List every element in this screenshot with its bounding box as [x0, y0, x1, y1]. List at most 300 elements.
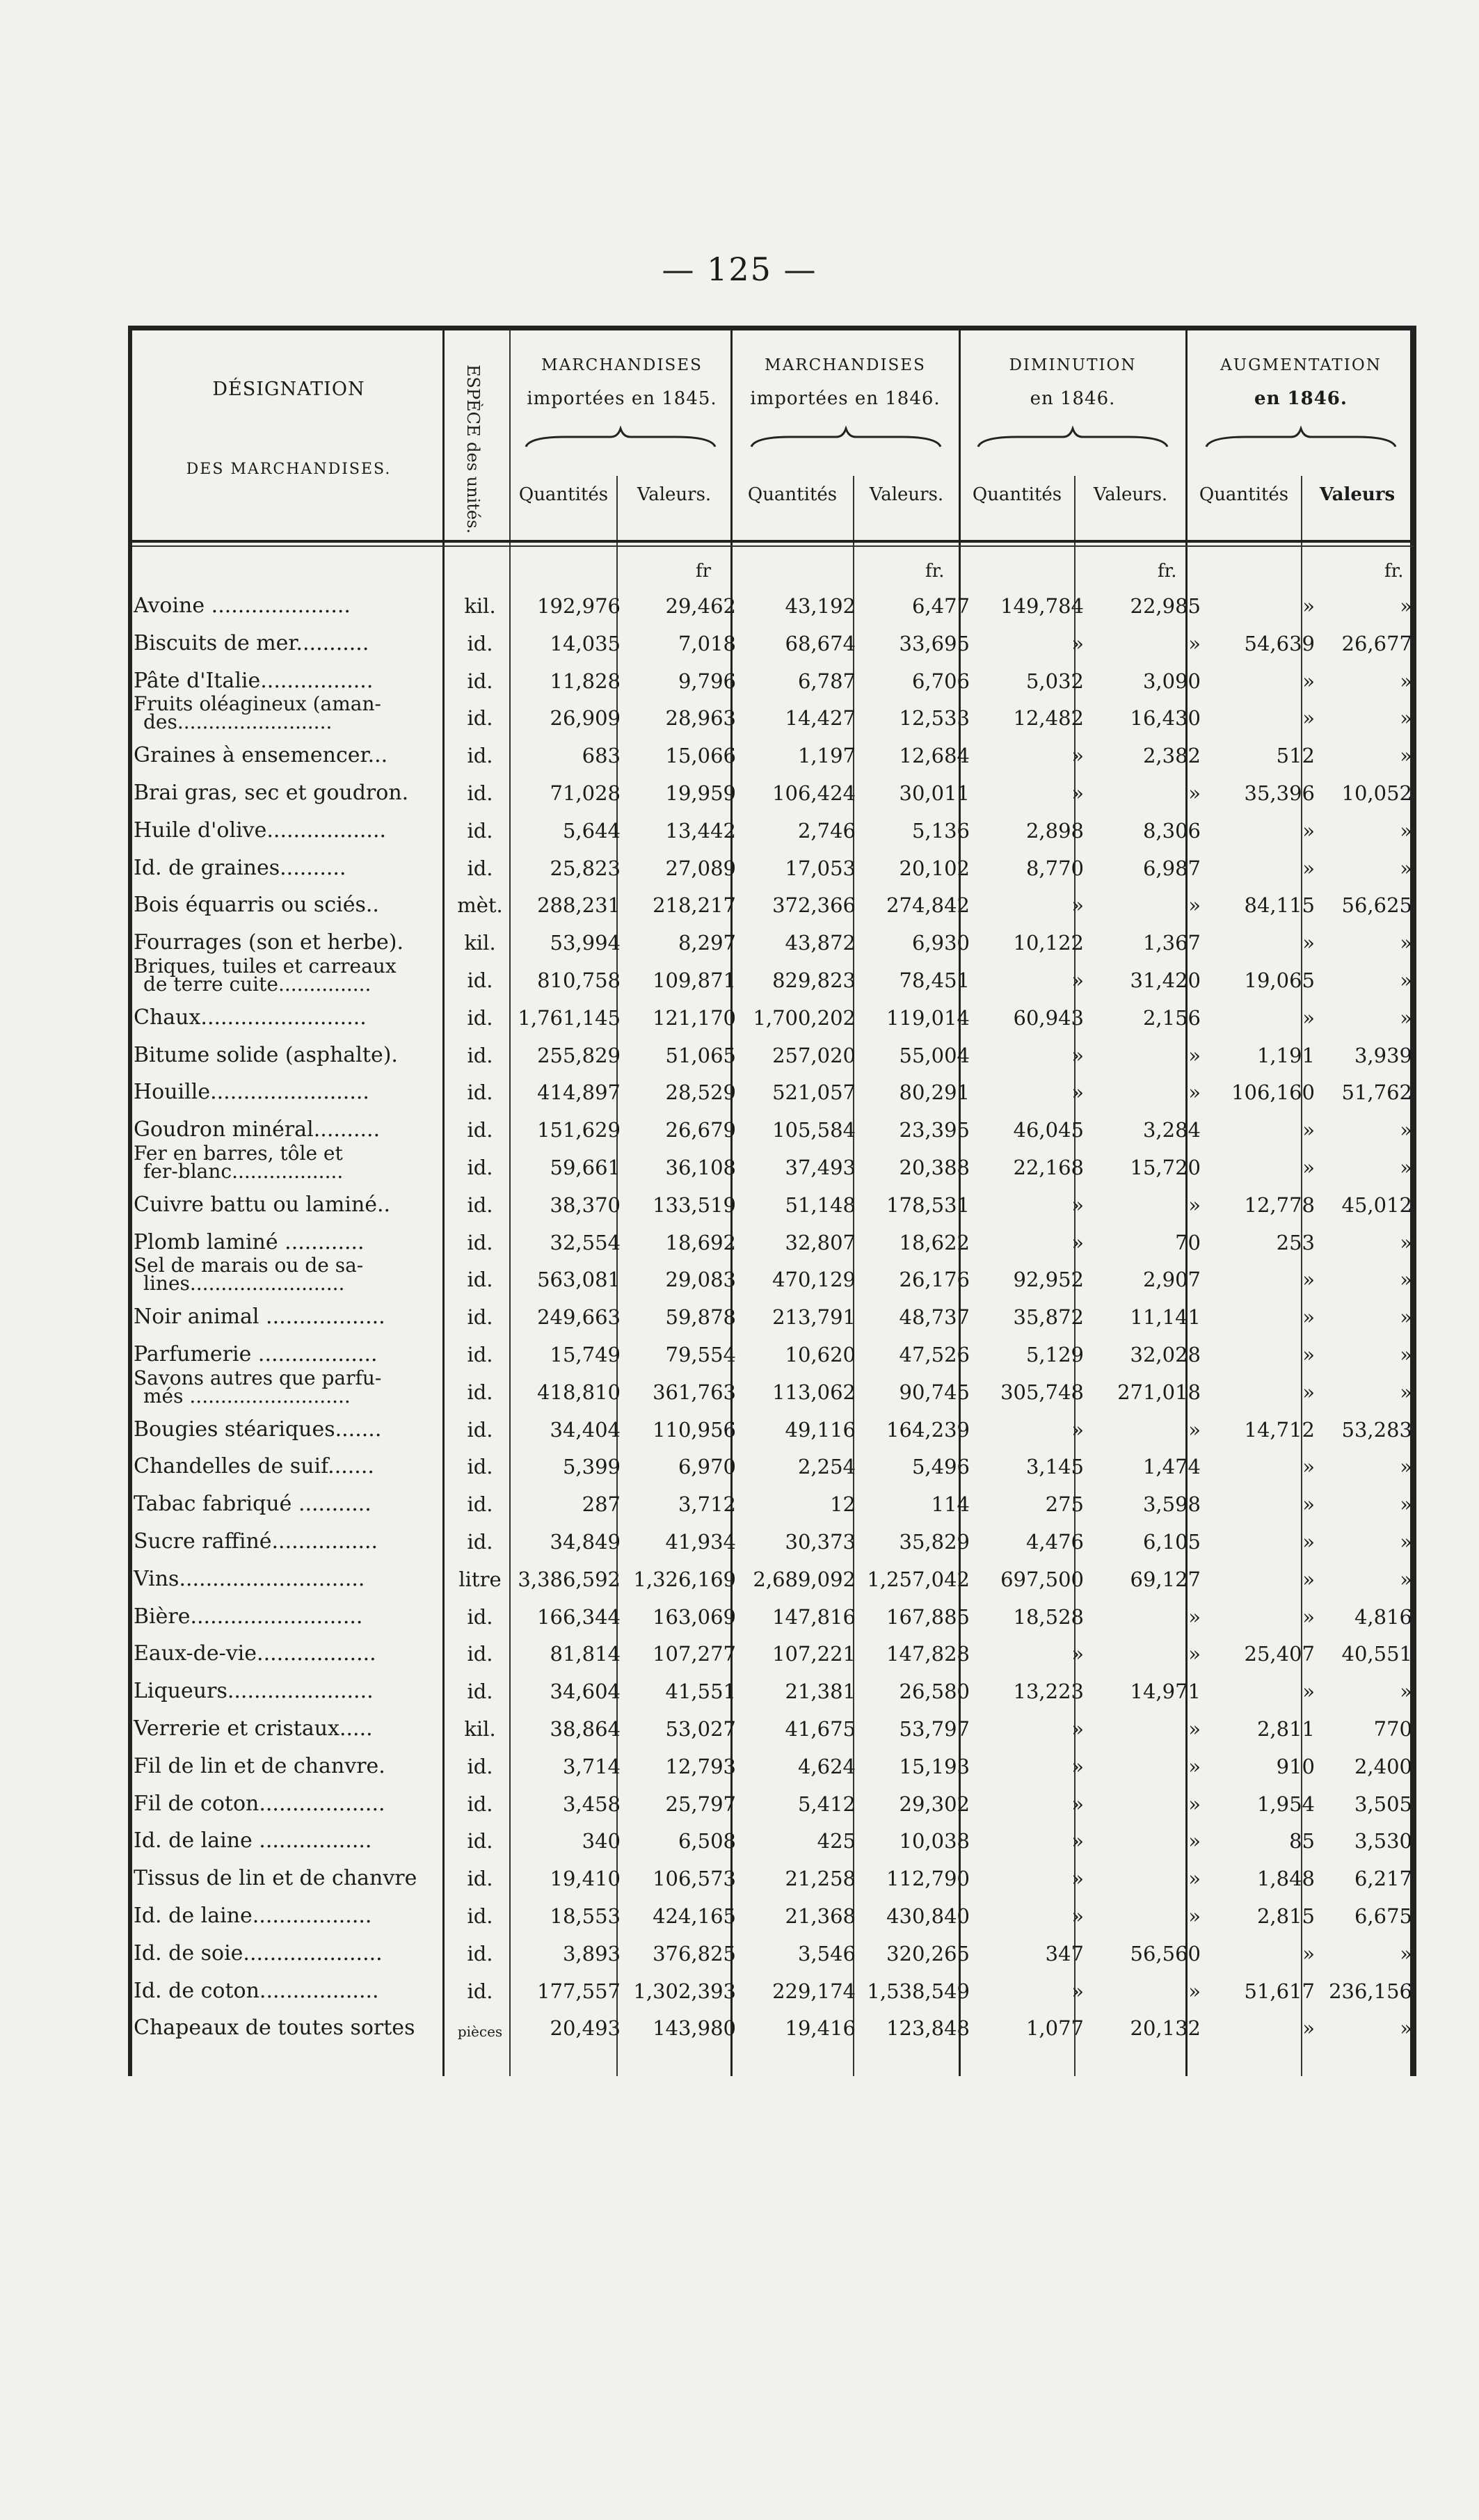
row-value: 6,508 — [678, 1829, 736, 1853]
designation-header: DÉSIGNATION — [212, 378, 365, 400]
row-unit: id. — [467, 1829, 493, 1853]
row-value: 35,872 — [1013, 1305, 1084, 1330]
row-value: 81,814 — [550, 1642, 621, 1666]
row-value: 425 — [817, 1829, 856, 1853]
row-value: 12,793 — [665, 1754, 736, 1778]
row-value: 12 — [830, 1492, 856, 1517]
row-value: 29,302 — [899, 1792, 970, 1816]
row-value: 12,684 — [899, 744, 970, 768]
row-value: 274,842 — [886, 893, 970, 918]
row-value: 15,749 — [550, 1343, 621, 1366]
row-value: 288,231 — [537, 893, 621, 918]
row-value: » — [1400, 594, 1412, 618]
table-row — [134, 1481, 1412, 1519]
row-unit: id. — [467, 1680, 493, 1704]
row-value: » — [1188, 1904, 1201, 1928]
designation-line: de terre cuite............... — [143, 973, 371, 996]
row-value: » — [1188, 1604, 1201, 1629]
row-value: 59,661 — [550, 1156, 621, 1179]
currency-mark: fr. — [925, 561, 945, 582]
table-row — [134, 692, 1412, 734]
row-value: 249,663 — [537, 1305, 621, 1330]
row-value: » — [1302, 1492, 1315, 1517]
row-value: 218,217 — [653, 893, 736, 918]
row-value: » — [1302, 1567, 1315, 1591]
row-value: 51,762 — [1341, 1080, 1412, 1105]
row-value: 177,557 — [537, 1979, 621, 2003]
row-value: 192,976 — [537, 594, 621, 618]
row-unit: litre — [458, 1567, 502, 1591]
row-value: 3,386,592 — [518, 1567, 621, 1591]
row-value: » — [1071, 781, 1084, 805]
row-value: 27,089 — [665, 856, 736, 880]
row-value: 275 — [1045, 1492, 1084, 1517]
row-value: » — [1188, 1867, 1201, 1891]
row-value: 2,746 — [797, 818, 856, 843]
row-unit: id. — [467, 631, 493, 655]
row-value: 34,849 — [550, 1530, 621, 1554]
table-row — [134, 1556, 1412, 1594]
row-value: » — [1302, 1380, 1315, 1404]
row-value: 6,987 — [1142, 856, 1201, 880]
row-value: 3,714 — [562, 1754, 621, 1778]
row-value: 43,192 — [785, 594, 856, 618]
row-value: 34,604 — [550, 1680, 621, 1704]
row-value: 26,580 — [899, 1680, 970, 1704]
row-value: 51,617 — [1244, 1979, 1315, 2003]
row-value: » — [1302, 1305, 1315, 1330]
col-valeurs-1845: Valeurs. — [637, 484, 712, 505]
row-value: 810,758 — [537, 968, 621, 992]
row-designation: Eaux-de-vie.................. — [134, 1641, 376, 1666]
row-value: 119,014 — [886, 1005, 970, 1030]
designation-line: des......................... — [143, 710, 333, 734]
row-value: » — [1188, 1642, 1201, 1666]
row-value: 1,474 — [1142, 1455, 1201, 1479]
row-value: 34,404 — [550, 1417, 621, 1442]
table-row — [134, 2005, 1412, 2043]
row-designation — [134, 692, 445, 734]
col-quantites-augmentation: Quantités — [1199, 484, 1289, 505]
row-designation: Noir animal .................. — [134, 1305, 385, 1330]
row-value: 107,221 — [772, 1642, 856, 1666]
table-row — [134, 1631, 1412, 1668]
row-value: 1,538,549 — [867, 1979, 970, 2003]
row-value: » — [1302, 669, 1315, 693]
row-value: 2,156 — [1142, 1005, 1201, 1030]
row-value: 151,629 — [537, 1118, 621, 1142]
brace-1846 — [749, 426, 943, 449]
row-value: 213,791 — [772, 1305, 856, 1330]
row-value: 5,412 — [797, 1792, 856, 1816]
table-row — [134, 1668, 1412, 1706]
table-row — [134, 1781, 1412, 1819]
row-value: » — [1400, 1005, 1412, 1030]
row-value: 21,381 — [785, 1680, 856, 1704]
row-designation: Cuivre battu ou laminé.. — [134, 1192, 391, 1217]
row-designation: Houille........................ — [134, 1080, 369, 1105]
row-value: 3,939 — [1354, 1043, 1412, 1067]
table-row — [134, 920, 1412, 957]
row-value: 21,258 — [785, 1867, 856, 1891]
row-designation: Brai gras, sec et goudron. — [134, 781, 409, 805]
row-unit: id. — [467, 1792, 493, 1816]
row-value: 53,797 — [899, 1717, 970, 1741]
row-value: 26,679 — [665, 1118, 736, 1142]
row-value: 53,027 — [665, 1717, 736, 1741]
row-value: 166,344 — [537, 1604, 621, 1629]
row-value: 5,129 — [1025, 1343, 1084, 1366]
designation-line: Savons autres que parfu- — [134, 1366, 382, 1389]
row-designation: Sucre raffiné................ — [134, 1529, 378, 1554]
row-value: 26,677 — [1341, 631, 1412, 655]
row-value: 13,442 — [665, 818, 736, 843]
row-value: 12,533 — [899, 706, 970, 731]
row-value: 236,156 — [1329, 1979, 1412, 2003]
brace-1845 — [523, 426, 718, 449]
row-value: » — [1400, 1492, 1412, 1517]
designation-line: fer-blanc.................. — [143, 1160, 344, 1183]
row-value: 38,370 — [550, 1193, 621, 1217]
row-value: 347 — [1045, 1941, 1084, 1965]
row-value: 414,897 — [537, 1080, 621, 1105]
header-rule — [132, 540, 1414, 543]
row-unit: kil. — [464, 931, 496, 955]
table-row — [134, 1332, 1412, 1369]
row-value: 6,217 — [1354, 1867, 1412, 1891]
row-value: 1,700,202 — [753, 1005, 856, 1030]
table-row — [134, 1931, 1412, 1968]
row-value: 5,136 — [911, 818, 970, 843]
table-row — [134, 1744, 1412, 1781]
row-designation: Id. de coton.................. — [134, 1978, 379, 2003]
row-designation: Parfumerie .................. — [134, 1342, 378, 1366]
row-value: » — [1071, 1904, 1084, 1928]
table-row — [134, 1107, 1412, 1145]
row-unit: id. — [467, 1156, 493, 1179]
row-value: 5,644 — [562, 818, 621, 843]
row-value: 5,399 — [562, 1455, 621, 1479]
row-value: 147,828 — [886, 1642, 970, 1666]
row-value: » — [1071, 1080, 1084, 1105]
row-value: 2,382 — [1142, 744, 1201, 768]
row-value: 107,277 — [653, 1642, 736, 1666]
row-value: 56,560 — [1130, 1941, 1201, 1965]
table-row — [134, 882, 1412, 920]
row-value: 17,053 — [785, 856, 856, 880]
row-value: 48,737 — [899, 1305, 970, 1330]
row-value: 4,816 — [1354, 1604, 1412, 1629]
row-value: 15,066 — [665, 744, 736, 768]
row-value: 29,462 — [665, 594, 736, 618]
row-value: 3,530 — [1354, 1829, 1412, 1853]
row-designation: Chaux......................... — [134, 1005, 367, 1030]
row-value: 26,176 — [899, 1268, 970, 1292]
row-value: 25,407 — [1244, 1642, 1315, 1666]
row-designation: Fourrages (son et herbe). — [134, 930, 403, 955]
row-unit: id. — [467, 1380, 493, 1404]
table-row — [134, 1220, 1412, 1257]
row-designation: Goudron minéral.......... — [134, 1117, 381, 1142]
group-header-1846: MARCHANDISES — [765, 356, 926, 374]
row-value: » — [1400, 818, 1412, 843]
brace-augmentation — [1204, 426, 1398, 449]
table-row — [134, 658, 1412, 696]
unit-header: ESPÈCE des unités. — [463, 365, 483, 534]
row-unit: kil. — [464, 1717, 496, 1741]
row-value: 36,108 — [665, 1156, 736, 1179]
row-value: 257,020 — [772, 1043, 856, 1067]
row-unit: id. — [467, 669, 493, 693]
row-unit: id. — [467, 1642, 493, 1666]
group-subheader-augmentation: en 1846. — [1254, 388, 1348, 409]
row-value: 1,257,042 — [867, 1567, 970, 1591]
table-row — [134, 1032, 1412, 1070]
row-value: 14,427 — [785, 706, 856, 731]
row-unit: id. — [467, 1492, 493, 1517]
row-value: » — [1400, 1455, 1412, 1479]
table-row — [134, 1142, 1412, 1183]
header-rule — [132, 545, 1414, 547]
row-value: 361,763 — [653, 1380, 736, 1404]
row-value: 32,028 — [1130, 1343, 1201, 1366]
row-value: 372,366 — [772, 893, 856, 918]
row-designation: Vins............................ — [134, 1566, 365, 1591]
row-value: » — [1071, 1717, 1084, 1741]
row-value: 45,012 — [1341, 1193, 1412, 1217]
row-value: 178,531 — [886, 1193, 970, 1217]
row-value: 5,032 — [1025, 669, 1084, 693]
table-row — [134, 1856, 1412, 1893]
row-unit: id. — [467, 1417, 493, 1442]
row-value: » — [1400, 1230, 1412, 1254]
row-value: 71,028 — [550, 781, 621, 805]
row-value: 28,529 — [665, 1080, 736, 1105]
row-value: 70 — [1175, 1230, 1201, 1254]
row-value: 287 — [582, 1492, 621, 1517]
row-unit: id. — [467, 1979, 493, 2003]
row-value: 1,954 — [1256, 1792, 1315, 1816]
row-value: 14,712 — [1244, 1417, 1315, 1442]
row-value: 10,122 — [1013, 931, 1084, 955]
table-row — [134, 1706, 1412, 1744]
row-unit: id. — [467, 1193, 493, 1217]
row-value: » — [1188, 1417, 1201, 1442]
row-value: 20,493 — [550, 2016, 621, 2041]
row-value: » — [1188, 631, 1201, 655]
row-value: 147,816 — [772, 1604, 856, 1629]
row-value: » — [1400, 968, 1412, 992]
row-value: 6,105 — [1142, 1530, 1201, 1554]
col-quantites-1846: Quantités — [747, 484, 838, 505]
row-unit: id. — [467, 744, 493, 768]
row-value: 51,148 — [785, 1193, 856, 1217]
row-value: 3,893 — [562, 1941, 621, 1965]
row-designation: Bière.......................... — [134, 1604, 363, 1629]
row-value: 35,829 — [899, 1530, 970, 1554]
row-value: » — [1400, 1380, 1412, 1404]
table-row — [134, 1366, 1412, 1407]
row-value: » — [1400, 1567, 1412, 1591]
row-value: » — [1071, 968, 1084, 992]
row-value: » — [1400, 1118, 1412, 1142]
row-value: 6,787 — [797, 669, 856, 693]
row-value: 28,963 — [665, 706, 736, 731]
row-designation: Bois équarris ou sciés.. — [134, 893, 379, 918]
row-value: » — [1188, 1979, 1201, 2003]
row-value: » — [1400, 1305, 1412, 1330]
row-value: 255,829 — [537, 1043, 621, 1067]
row-value: 21,368 — [785, 1904, 856, 1928]
group-subheader-diminution: en 1846. — [1030, 388, 1116, 409]
row-value: 109,871 — [653, 968, 736, 992]
row-value: 697,500 — [1000, 1567, 1084, 1591]
row-value: 121,170 — [653, 1005, 736, 1030]
row-unit: id. — [467, 1904, 493, 1928]
row-designation: Id. de graines.......... — [134, 855, 346, 880]
row-value: » — [1302, 1941, 1315, 1965]
row-value: 3,546 — [797, 1941, 856, 1965]
row-value: 22,168 — [1013, 1156, 1084, 1179]
row-value: 114 — [931, 1492, 970, 1517]
row-value: 54,639 — [1244, 631, 1315, 655]
row-value: 3,284 — [1142, 1118, 1201, 1142]
brace-diminution — [975, 426, 1170, 449]
row-value: 51,065 — [665, 1043, 736, 1067]
row-value: 3,598 — [1142, 1492, 1201, 1517]
row-designation — [134, 1366, 445, 1407]
row-value: 340 — [582, 1829, 621, 1853]
row-designation: Verrerie et cristaux..... — [134, 1716, 373, 1741]
row-value: 683 — [582, 744, 621, 768]
row-value: » — [1302, 1455, 1315, 1479]
designation-subheader: DES MARCHANDISES. — [186, 461, 392, 478]
row-value: 20,102 — [899, 856, 970, 880]
row-value: 133,519 — [653, 1193, 736, 1217]
row-value: 910 — [1276, 1754, 1315, 1778]
row-value: » — [1188, 1754, 1201, 1778]
group-header-1845: MARCHANDISES — [541, 356, 703, 374]
row-value: 19,416 — [785, 2016, 856, 2041]
currency-mark: fr. — [1384, 561, 1404, 582]
row-value: » — [1071, 744, 1084, 768]
row-designation: Chapeaux de toutes sortes — [134, 2016, 415, 2041]
row-value: 29,083 — [665, 1268, 736, 1292]
row-value: 2,907 — [1142, 1268, 1201, 1292]
row-value: 3,712 — [678, 1492, 736, 1517]
row-value: 123,848 — [886, 2016, 970, 2041]
row-value: 68,674 — [785, 631, 856, 655]
row-value: » — [1188, 893, 1201, 918]
row-value: 376,825 — [653, 1941, 736, 1965]
table-row — [134, 1519, 1412, 1556]
designation-line: més .......................... — [143, 1384, 351, 1407]
row-value: » — [1071, 1979, 1084, 2003]
row-designation — [134, 1142, 445, 1183]
row-designation: Bitume solide (asphalte). — [134, 1042, 398, 1067]
row-value: » — [1071, 1230, 1084, 1254]
table-row — [134, 957, 1412, 995]
row-value: » — [1400, 856, 1412, 880]
row-value: 23,395 — [899, 1118, 970, 1142]
table-row — [134, 1968, 1412, 2006]
row-value: 2,689,092 — [753, 1567, 856, 1591]
row-value: » — [1302, 706, 1315, 731]
row-value: 7,018 — [678, 631, 736, 655]
row-designation: Avoine ..................... — [134, 593, 351, 618]
row-value: » — [1302, 1156, 1315, 1179]
row-value: 320,265 — [886, 1941, 970, 1965]
row-value: 25,797 — [665, 1792, 736, 1816]
row-value: » — [1302, 2016, 1315, 2041]
row-value: 271,018 — [1117, 1380, 1201, 1404]
row-value: 35,396 — [1244, 781, 1315, 805]
row-value: 60,943 — [1013, 1005, 1084, 1030]
row-value: » — [1071, 1792, 1084, 1816]
row-value: 6,970 — [678, 1455, 736, 1479]
row-value: 470,129 — [772, 1268, 856, 1292]
row-value: 305,748 — [1000, 1380, 1084, 1404]
row-value: 143,980 — [653, 2016, 736, 2041]
row-value: 770 — [1373, 1717, 1412, 1741]
row-value: 106,424 — [772, 781, 856, 805]
row-value: 20,388 — [899, 1156, 970, 1179]
group-header-diminution: DIMINUTION — [1009, 356, 1137, 374]
row-value: 563,081 — [537, 1268, 621, 1292]
row-value: » — [1302, 818, 1315, 843]
row-value: 26,909 — [550, 706, 621, 731]
row-value: 80,291 — [899, 1080, 970, 1105]
row-unit: id. — [467, 1867, 493, 1891]
row-value: 37,493 — [785, 1156, 856, 1179]
row-value: 38,864 — [550, 1717, 621, 1741]
row-value: 53,283 — [1341, 1417, 1412, 1442]
row-value: 6,477 — [911, 594, 970, 618]
row-value: 4,624 — [797, 1754, 856, 1778]
row-value: 10,620 — [785, 1343, 856, 1366]
row-unit: id. — [467, 1530, 493, 1554]
row-unit: id. — [467, 1268, 493, 1292]
row-value: 105,584 — [772, 1118, 856, 1142]
row-value: 46,045 — [1013, 1118, 1084, 1142]
row-value: 22,985 — [1130, 594, 1201, 618]
col-valeurs-augmentation: Valeurs — [1319, 484, 1396, 505]
row-designation: Id. de soie..................... — [134, 1940, 383, 1965]
row-value: 430,840 — [886, 1904, 970, 1928]
row-value: 106,573 — [653, 1867, 736, 1891]
row-value: 1,077 — [1025, 2016, 1084, 2041]
row-value: 15,193 — [899, 1754, 970, 1778]
row-unit: id. — [467, 1754, 493, 1778]
row-value: 41,551 — [665, 1680, 736, 1704]
row-value: 33,695 — [899, 631, 970, 655]
row-value: 113,062 — [772, 1380, 856, 1404]
row-designation: Huile d'olive.................. — [134, 818, 387, 843]
row-unit: id. — [467, 1941, 493, 1965]
row-value: 31,420 — [1130, 968, 1201, 992]
row-value: 8,770 — [1025, 856, 1084, 880]
col-valeurs-diminution: Valeurs. — [1093, 484, 1168, 505]
row-value: » — [1188, 1080, 1201, 1105]
row-value: 18,553 — [550, 1904, 621, 1928]
row-designation: Tabac fabriqué ........... — [134, 1492, 371, 1517]
row-value: » — [1071, 1867, 1084, 1891]
table-row — [134, 1444, 1412, 1481]
row-value: 32,807 — [785, 1230, 856, 1254]
row-value: » — [1188, 1829, 1201, 1853]
row-value: » — [1400, 1156, 1412, 1179]
table-row — [134, 733, 1412, 770]
